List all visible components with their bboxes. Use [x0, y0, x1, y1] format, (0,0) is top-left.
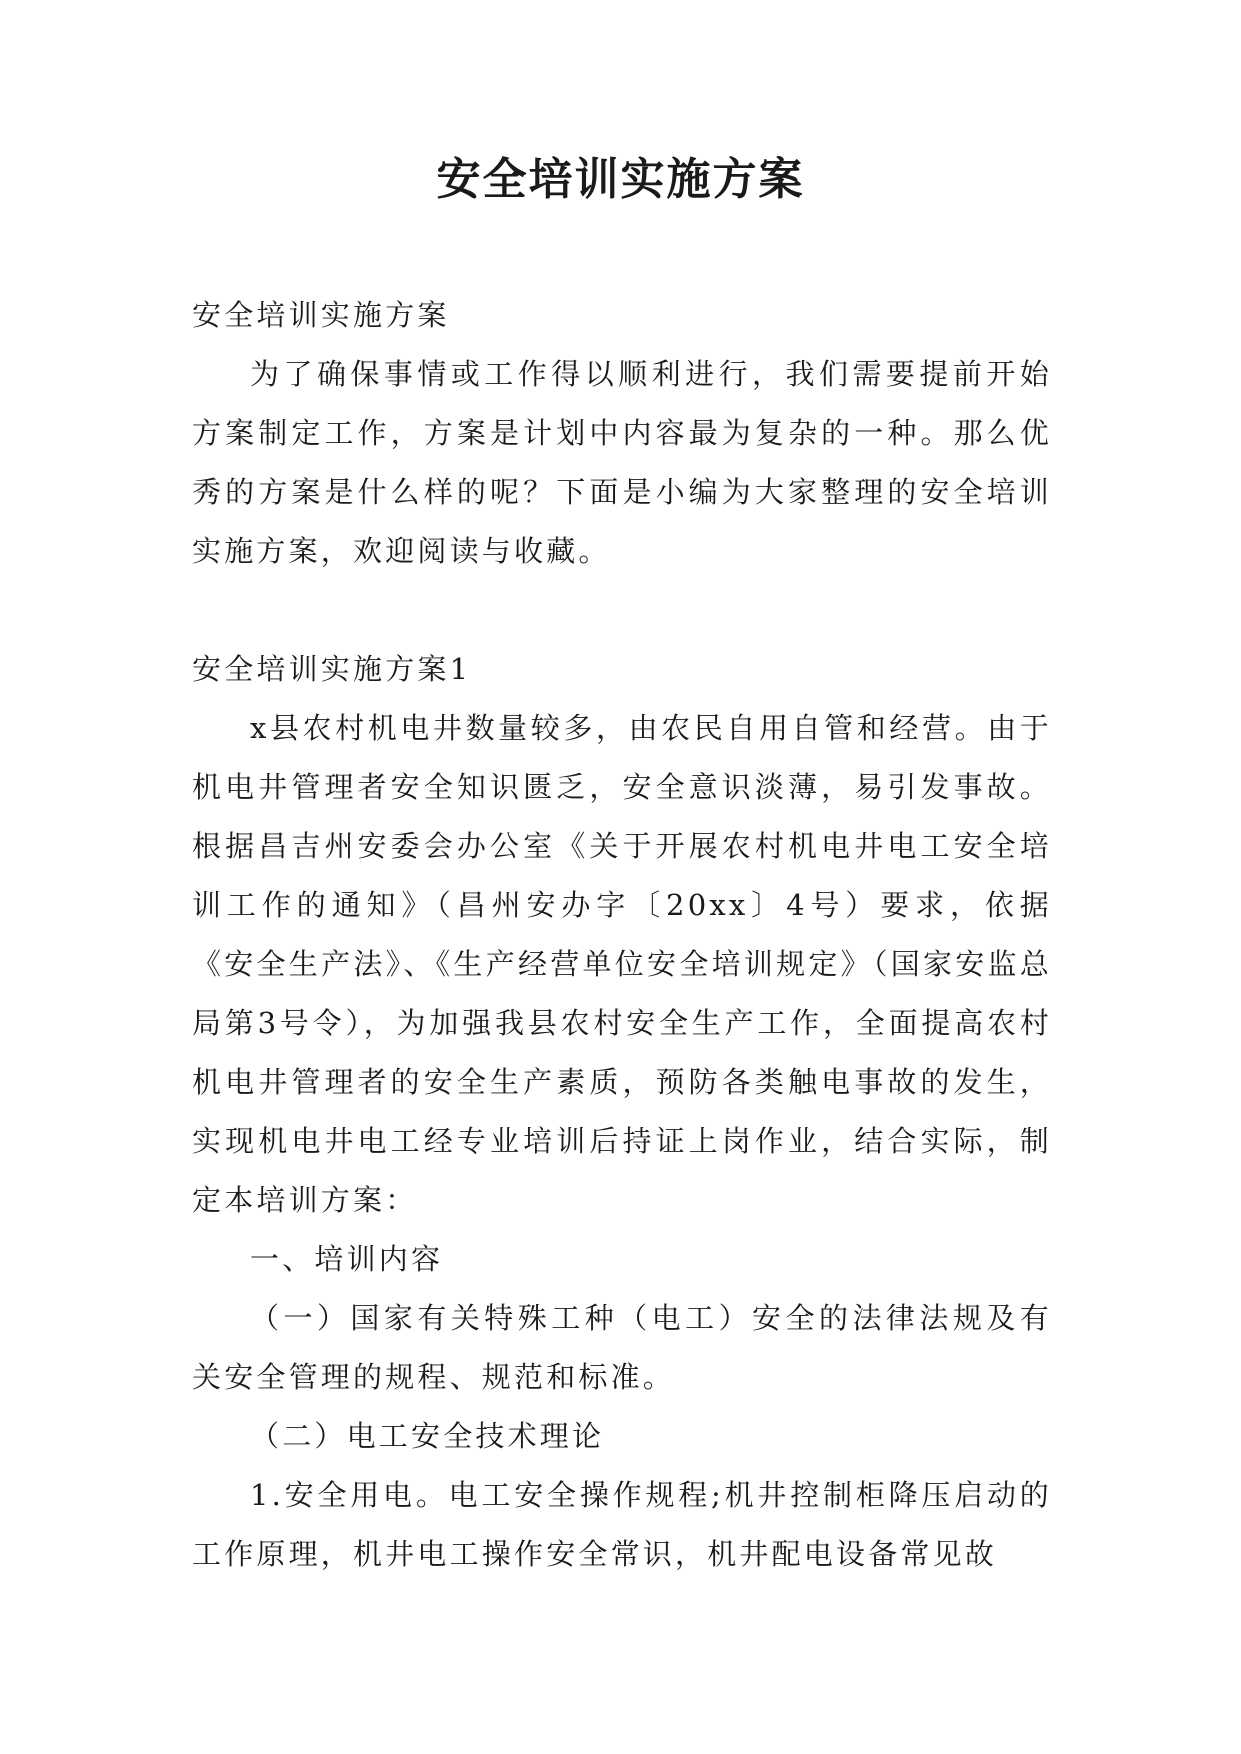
training-content-heading: 一、培训内容 [250, 1242, 444, 1276]
section-heading-plan-1: 安全培训实施方案1 [192, 652, 472, 686]
paragraph-spacer [192, 581, 1052, 640]
section-heading-intro: 安全培训实施方案 [192, 298, 450, 332]
training-subitem-1: 1.安全用电。电工安全操作规程;机井控制柜降压启动的工作原理，机井电工操作安全常识，机井配电设备常见故 [192, 1478, 1052, 1571]
document-body [192, 286, 1052, 1584]
document-title: 安全培训实施方案 [436, 154, 805, 205]
intro-paragraph: 为了确保事情或工作得以顺利进行，我们需要提前开始方案制定工作，方案是计划中内容最为复杂的一种。那么优秀的方案是什么样的呢？下面是小编为大家整理的安全培训实施方案，欢迎阅读与收藏。 [192, 357, 1052, 568]
training-item-1: （一）国家有关特殊工种（电工）安全的法律法规及有关安全管理的规程、规范和标准。 [192, 1301, 1052, 1394]
plan-1-background-paragraph: x县农村机电井数量较多，由农民自用自管和经营。由于机电井管理者安全知识匮乏，安全意识淡薄，易引发事故。根据昌吉州安委会办公室《关于开展农村机电井电工安全培训工作的通知》（昌州安办字〔20xx〕4号）要求，依据《安全生产法》、《生产经营单位安全培训规定》（国家安监总局第3号令），为加强我县农村安全生产工作，全面提高农村机电井管理者的安全生产素质，预防各类触电事故的发生，实现机电井电工经专业培训后持证上岗作业，结合实际，制定本培训方案： [192, 711, 1052, 1217]
training-item-2: （二）电工安全技术理论 [250, 1419, 605, 1453]
